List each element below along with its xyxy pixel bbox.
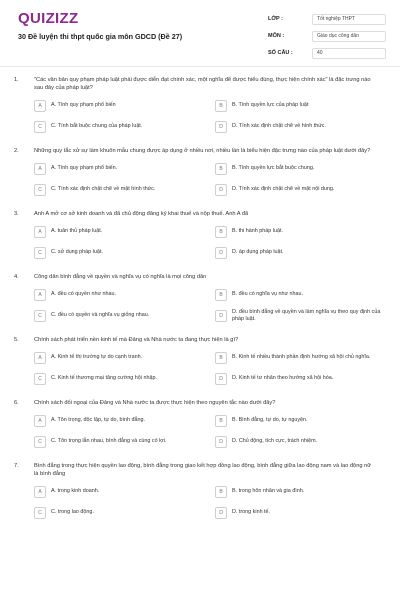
- question-number: 2.: [14, 148, 19, 154]
- question-number: 4.: [14, 274, 19, 280]
- header-divider: [0, 66, 400, 67]
- answer-option[interactable]: [34, 434, 205, 449]
- answer-option[interactable]: [34, 161, 205, 176]
- meta-row-class: [268, 12, 386, 26]
- answer-option[interactable]: [215, 413, 386, 428]
- answer-option[interactable]: [34, 119, 205, 134]
- option-letter: D: [215, 247, 227, 259]
- option-text: B. Kinh tế nhiều thành phần định hướng xã hội chủ nghĩa.: [232, 354, 371, 361]
- option-letter: A: [34, 226, 46, 238]
- option-letter: D: [215, 184, 227, 196]
- answer-option[interactable]: [215, 484, 386, 499]
- question-number: 1.: [14, 77, 19, 83]
- option-letter: B: [215, 352, 227, 364]
- question-number: 5.: [14, 337, 19, 343]
- option-text: D. Chủ động, tích cực, trách nhiệm.: [232, 438, 318, 445]
- question: [14, 462, 386, 520]
- question: [14, 399, 386, 449]
- question-text: Anh A mở cơ sở kinh doanh và đã chủ động đăng ký khai thuế và nộp thuế. Anh A đã: [34, 211, 249, 217]
- question: [14, 210, 386, 260]
- option-letter: C: [34, 310, 46, 322]
- option-text: B. thi hành pháp luật.: [232, 228, 283, 235]
- question-number: 6.: [14, 400, 19, 406]
- option-letter: C: [34, 507, 46, 519]
- option-letter: C: [34, 436, 46, 448]
- option-text: A. đều có quyền như nhau.: [51, 291, 117, 298]
- answer-option[interactable]: [215, 434, 386, 449]
- meta-key-subject: MÔN :: [268, 33, 285, 39]
- option-letter: C: [34, 373, 46, 385]
- quizizz-logo: QUIZIZZ: [18, 10, 79, 27]
- option-text: C. sử dụng pháp luật.: [51, 249, 103, 256]
- option-letter: A: [34, 163, 46, 175]
- answer-option[interactable]: [215, 245, 386, 260]
- worksheet-header: [0, 0, 400, 64]
- answer-option[interactable]: [215, 119, 386, 134]
- answer-option[interactable]: [215, 505, 386, 520]
- option-text: C. Tính xác định chặt chẽ về mặt hình thức.: [51, 186, 156, 193]
- option-text: C. Tính bắt buộc chung của pháp luật.: [51, 123, 143, 130]
- option-text: B. trong hôn nhân và gia đình.: [232, 488, 305, 495]
- option-text: D. áp dụng pháp luật.: [232, 249, 284, 256]
- answer-option[interactable]: [34, 413, 205, 428]
- option-text: C. Kinh tế thương mại tăng cường hội nhập.: [51, 375, 157, 382]
- meta-key-question-count: SỐ CÂU :: [268, 50, 293, 56]
- option-letter: D: [215, 507, 227, 519]
- option-letter: C: [34, 121, 46, 133]
- answer-option[interactable]: [215, 161, 386, 176]
- option-text: A. Tính quy phạm phổ biến.: [51, 165, 118, 172]
- option-letter: B: [215, 415, 227, 427]
- answer-option[interactable]: [34, 350, 205, 365]
- meta-row-subject: [268, 29, 386, 43]
- answer-option[interactable]: [34, 182, 205, 197]
- option-letter: D: [215, 310, 227, 322]
- worksheet-title: 30 Đề luyện thi thpt quốc gia môn GDCD (Đề 27): [18, 32, 183, 41]
- option-letter: D: [215, 373, 227, 385]
- option-text: C. đều có quyền và nghĩa vụ giống nhau.: [51, 312, 150, 319]
- option-letter: D: [215, 436, 227, 448]
- option-text: A. trong kinh doanh.: [51, 488, 100, 495]
- question-text: Chính sách phát triển nền kinh tế mà Đảng và Nhà nước ta đang thực hiện là gì?: [34, 337, 239, 343]
- option-letter: B: [215, 226, 227, 238]
- answer-option[interactable]: [215, 98, 386, 113]
- question: [14, 336, 386, 386]
- option-text: B. Tính quyền lực bắt buộc chung.: [232, 165, 315, 172]
- answer-option[interactable]: [34, 371, 205, 386]
- answer-option[interactable]: [34, 308, 205, 323]
- answer-option[interactable]: [215, 308, 386, 323]
- option-text: D. Tính xác định chặt chẽ về hình thức.: [232, 123, 327, 130]
- answer-option[interactable]: [215, 287, 386, 302]
- answer-option[interactable]: [34, 224, 205, 239]
- answer-option[interactable]: [34, 287, 205, 302]
- option-text: B. Bình đẳng, tự do, tự nguyện.: [232, 417, 308, 424]
- option-letter: A: [34, 100, 46, 112]
- option-letter: D: [215, 121, 227, 133]
- option-letter: C: [34, 184, 46, 196]
- meta-value-subject: Giáo dục công dân: [312, 31, 386, 42]
- option-text: D. Tính xác định chặt chẽ về mặt nội dung.: [232, 186, 335, 193]
- option-letter: A: [34, 415, 46, 427]
- option-text: A. Kinh tế thị trường tự do cạnh tranh.: [51, 354, 143, 361]
- answer-option[interactable]: [215, 371, 386, 386]
- option-letter: B: [215, 289, 227, 301]
- question-number: 3.: [14, 211, 19, 217]
- meta-value-class: Tốt nghiệp THPT: [312, 14, 386, 25]
- answer-option[interactable]: [215, 350, 386, 365]
- answer-option[interactable]: [34, 98, 205, 113]
- question-text: Những quy tắc xử sự làm khuôn mẫu chung được áp dụng ở nhiều nơi, nhiều lần là biểu hiện đặc trưng nào của pháp luật dưới đây?: [34, 148, 371, 154]
- option-text: B. đều có nghĩa vụ như nhau.: [232, 291, 304, 298]
- question-text: Công dân bình đẳng về quyền và nghĩa vụ có nghĩa là mọi công dân: [34, 274, 207, 280]
- option-text: A. Tính quy phạm phổ biến: [51, 102, 116, 109]
- question-number: 7.: [14, 463, 19, 469]
- question-text: Chính sách đối ngoại của Đảng và Nhà nước ta được thực hiện theo nguyên tắc nào dưới đây?: [34, 400, 276, 406]
- question: [14, 76, 386, 134]
- option-letter: C: [34, 247, 46, 259]
- option-text: D. Kinh tế tư nhân theo hướng xã hội hóa.: [232, 375, 334, 382]
- option-letter: B: [215, 486, 227, 498]
- question: [14, 147, 386, 197]
- answer-option[interactable]: [34, 245, 205, 260]
- meta-key-class: LỚP :: [268, 16, 283, 22]
- question-text: "Các văn bản quy phạm pháp luật phải được diễn đạt chính xác, một nghĩa để được hiểu đúng, thực hiện chính xác" là đặc trưng nào sau đây của pháp luật?: [34, 77, 371, 91]
- answer-option[interactable]: [215, 224, 386, 239]
- meta-row-question-count: [268, 46, 386, 60]
- option-letter: B: [215, 100, 227, 112]
- answer-option[interactable]: [34, 505, 205, 520]
- option-text: D. đều bình đẳng về quyền và làm nghĩa vụ theo quy định của pháp luật.: [232, 309, 381, 322]
- question-list: [0, 76, 400, 520]
- option-letter: A: [34, 352, 46, 364]
- worksheet-meta: [268, 12, 386, 63]
- option-text: D. trong kinh tế.: [232, 509, 271, 516]
- option-letter: A: [34, 486, 46, 498]
- answer-option[interactable]: [34, 484, 205, 499]
- option-text: A. tuân thủ pháp luật.: [51, 228, 103, 235]
- option-letter: B: [215, 163, 227, 175]
- option-letter: A: [34, 289, 46, 301]
- option-text: C. Tôn trọng lẫn nhau, bình đẳng và cùng có lợi.: [51, 438, 167, 445]
- option-text: C. trong lao động.: [51, 509, 94, 516]
- option-text: B. Tính quyền lực của pháp luật: [232, 102, 309, 109]
- answer-option[interactable]: [215, 182, 386, 197]
- question-text: Bình đẳng trong thực hiện quyền lao động, bình đẳng trong giao kết hợp đồng lao động, bình đẳng giữa lao động nam và lao động nữ là bình đẳng: [34, 463, 372, 477]
- meta-value-question-count: 40: [312, 48, 386, 59]
- question: [14, 273, 386, 323]
- option-text: A. Tôn trọng, độc lập, tự do, bình đẳng.: [51, 417, 146, 424]
